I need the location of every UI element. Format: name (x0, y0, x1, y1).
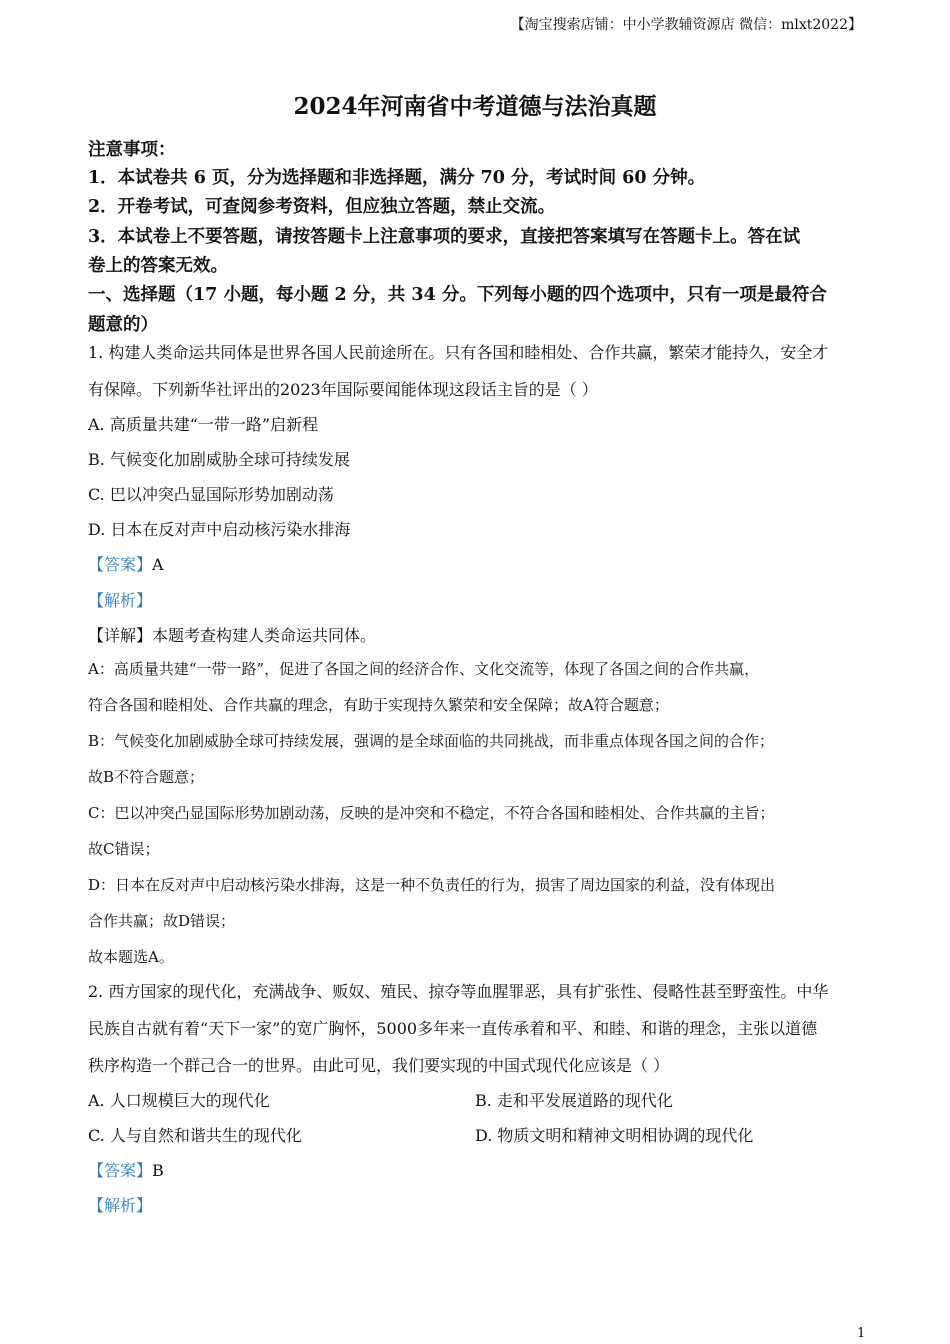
q1-explain-b-line-2: 故B不符合题意； (88, 768, 205, 786)
q1-explain-d-line-2: 合作共赢；故D错误； (88, 912, 236, 930)
answer-value: B (152, 1161, 164, 1180)
q2-option-b: B. 走和平发展道路的现代化 (475, 1091, 673, 1110)
q1-conclusion: 故本题选A。 (88, 948, 174, 966)
q2-option-a: A. 人口规模巨大的现代化 (88, 1091, 270, 1110)
section-heading-line-2: 题意的） (88, 315, 158, 335)
answer-tag: 【答案】 (88, 1161, 153, 1180)
notice-item-3-line-1: 3．本试卷上不要答题，请按答题卡上注意事项的要求，直接把答案填写在答题卡上。答在试 (88, 227, 801, 247)
q1-explain-a-line-1: A：高质量共建“一带一路”，促进了各国之间的经济合作、文化交流等，体现了各国之间的合作共赢， (88, 660, 760, 678)
q2-analysis-tag: 【解析】 (88, 1196, 153, 1215)
q2-answer (88, 1158, 864, 1181)
q1-detail: 【详解】本题考查构建人类命运共同体。 (88, 626, 377, 645)
notice-item-3-line-2: 卷上的答案无效。 (88, 256, 228, 276)
notice-heading: 注意事项： (88, 140, 176, 160)
q2-stem-line-2: 民族自古就有着“天下一家”的宽广胸怀，5000多年来一直传承着和平、和睦、和谐的理念，主张以道德 (88, 1019, 818, 1038)
q1-analysis-tag: 【解析】 (88, 591, 153, 610)
q1-option-b: B. 气候变化加剧威胁全球可持续发展 (88, 450, 350, 469)
page-title: 2024年河南省中考道德与法治真题 (293, 93, 657, 120)
answer-tag: 【答案】 (88, 555, 153, 574)
notice-item-1: 1．本试卷共 6 页，分为选择题和非选择题，满分 70 分，考试时间 60 分钟。 (88, 168, 706, 188)
q1-option-c: C. 巴以冲突凸显国际形势加剧动荡 (88, 485, 334, 504)
q1-explain-a-line-2: 符合各国和睦相处、合作共赢的理念，有助于实现持久繁荣和安全保障；故A符合题意； (88, 696, 669, 714)
page-number: 1 (857, 1326, 866, 1341)
section-heading-line-1: 一、选择题（17 小题，每小题 2 分，共 34 分。下列每小题的四个选项中，只有一项是最符合 (88, 285, 827, 305)
q1-option-d: D. 日本在反对声中启动核污染水排海 (88, 520, 351, 539)
q1-explain-b-line-1: B：气候变化加剧威胁全球可持续发展，强调的是全球面临的共同挑战，而非重点体现各国之间的合作； (88, 732, 775, 750)
q1-answer (88, 552, 864, 575)
header-note: 【淘宝搜索店铺：中小学教辅资源店 微信：mlxt2022】 (510, 17, 862, 33)
q1-option-a: A. 高质量共建“一带一路”启新程 (88, 415, 319, 434)
answer-value: A (152, 555, 164, 574)
q1-explain-c-line-2: 故C错误； (88, 840, 160, 858)
q1-stem-line-2: 有保障。下列新华社评出的2023年国际要闻能体现这段话主旨的是（ ） (88, 380, 598, 399)
q2-stem-line-3: 秩序构造一个群己合一的世界。由此可见，我们要实现的中国式现代化应该是（ ） (88, 1056, 670, 1075)
notice-item-2: 2．开卷考试，可查阅参考资料，但应独立答题，禁止交流。 (88, 197, 556, 217)
q1-stem-line-1: 1. 构建人类命运共同体是世界各国人民前途所在。只有各国和睦相处、合作共赢，繁荣才能持久，安全才 (88, 343, 829, 362)
q1-explain-d-line-1: D：日本在反对声中启动核污染水排海，这是一种不负责任的行为，损害了周边国家的利益，没有体现出 (88, 876, 776, 894)
q2-stem-line-1: 2. 西方国家的现代化，充满战争、贩奴、殖民、掠夺等血腥罪恶，具有扩张性、侵略性甚至野蛮性。中华 (88, 982, 829, 1001)
q1-explain-c-line-1: C：巴以冲突凸显国际形势加剧动荡，反映的是冲突和不稳定，不符合各国和睦相处、合作共赢的主旨； (88, 804, 775, 822)
q2-option-d: D. 物质文明和精神文明相协调的现代化 (475, 1126, 754, 1145)
q2-option-c: C. 人与自然和谐共生的现代化 (88, 1126, 302, 1145)
